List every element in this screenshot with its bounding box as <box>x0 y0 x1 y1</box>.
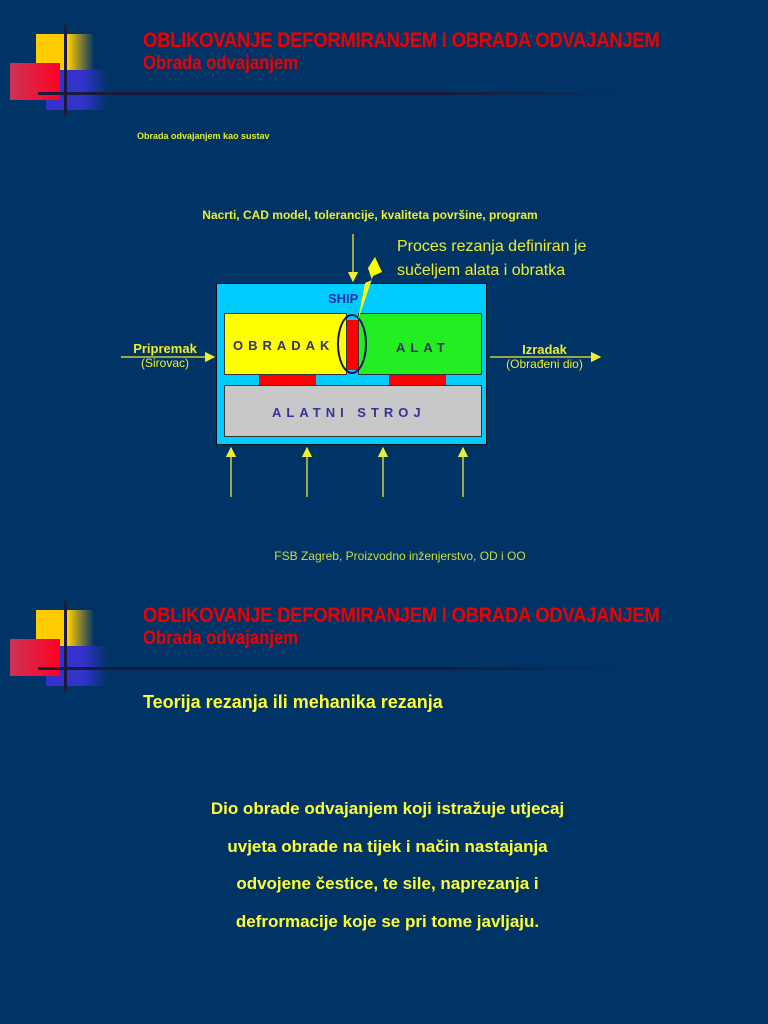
paragraph-line: odvojene čestice, te sile, naprezanja i <box>236 874 539 893</box>
workpiece-label: OBRADAK <box>233 338 335 353</box>
input-label-top: Pripremak <box>133 341 197 356</box>
section-heading: Teorija rezanja ili mehanika rezanja <box>143 692 443 712</box>
machine-tool-label: ALATNI STROJ <box>272 405 426 420</box>
logo-red-square <box>10 639 60 676</box>
lightning-icon <box>358 257 382 320</box>
header-divider <box>38 667 618 670</box>
paragraph-line: uvjeta obrade na tijek i način nastajanja <box>227 836 548 856</box>
logo-vertical-line <box>64 601 67 691</box>
slide-title: OBLIKOVANJE DEFORMIRANJEM I OBRADA ODVAJANJEM <box>143 604 660 627</box>
output-label-bottom: (Obrađeni dio) <box>506 357 583 371</box>
slide-footer: FSB Zagreb, Proizvodno inženjerstvo, OD i OO <box>274 549 526 563</box>
slide-subtitle: Obrada odvajanjem <box>143 53 299 74</box>
inputs-label: Nacrti, CAD model, tolerancije, kvaliteta površine, program <box>202 208 538 222</box>
ship-label: SHIP <box>328 291 359 306</box>
slide-title: OBLIKOVANJE DEFORMIRANJEM I OBRADA ODVAJANJEM <box>143 29 660 52</box>
output-label-top: Izradak <box>522 342 567 357</box>
process-note-line1: Proces rezanja definiran je <box>397 238 587 255</box>
tool-label: ALAT <box>396 340 450 355</box>
paragraph-line: Dio obrade odvajanjem koji istražuje utjecaj <box>210 799 565 818</box>
slide-subtitle: Obrada odvajanjem <box>143 628 299 649</box>
input-label-bottom: (Sirovac) <box>140 356 189 370</box>
definition-paragraph <box>155 790 620 940</box>
slide-logo <box>0 576 120 696</box>
paragraph-line: defrormacije koje se pri tome javljaju. <box>235 911 540 931</box>
slide-caption: Obrada odvajanjem kao sustav <box>137 131 270 141</box>
slide-2 <box>0 580 768 1024</box>
process-note-line2: sučeljem alata i obratka <box>397 262 566 279</box>
